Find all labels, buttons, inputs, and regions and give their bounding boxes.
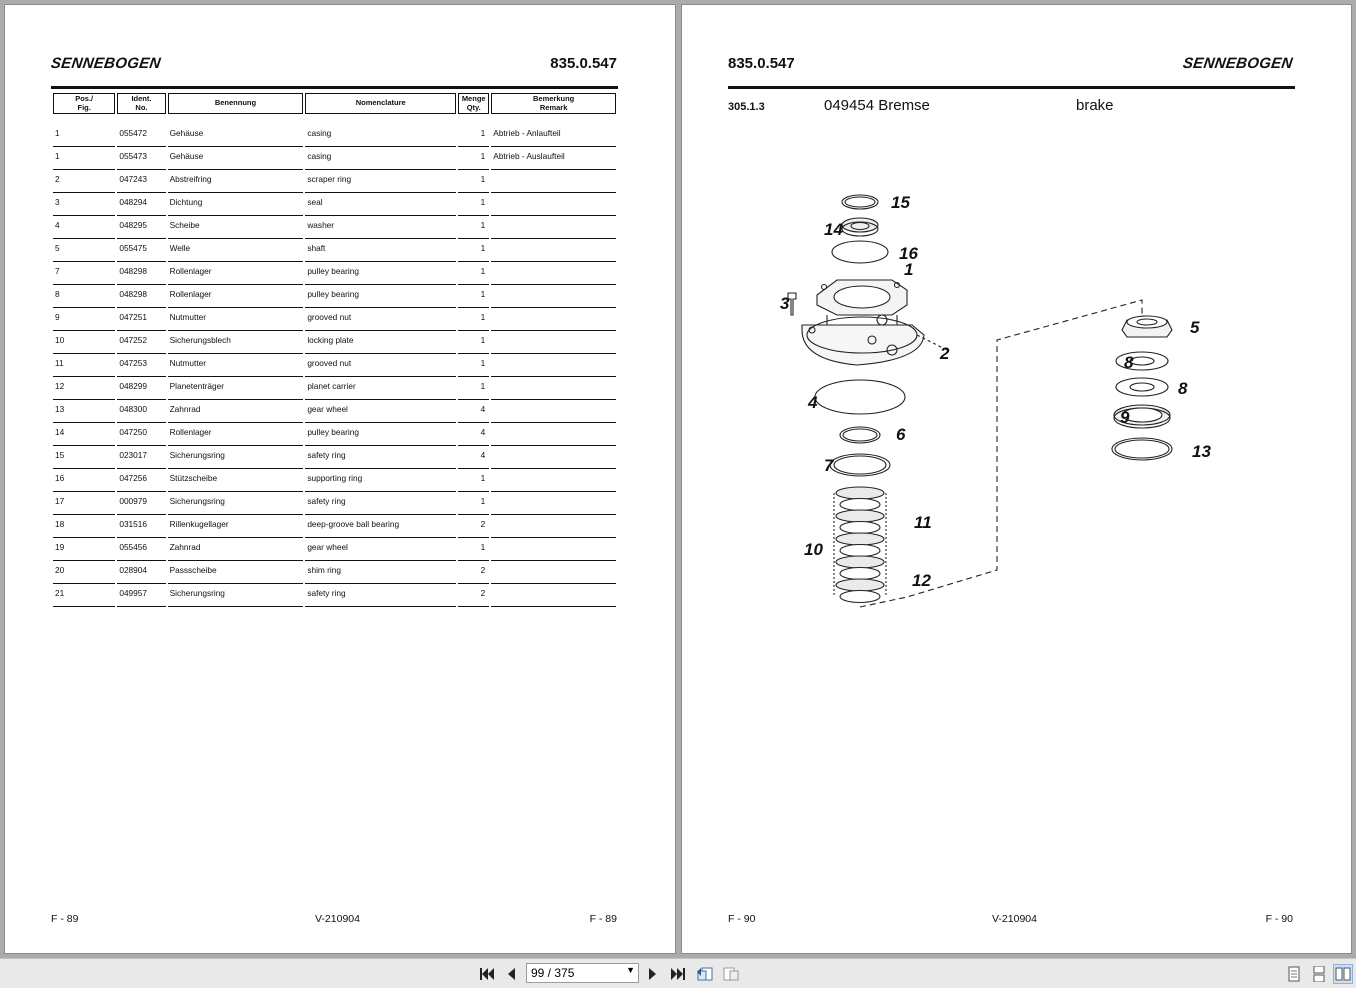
cell-en: pulley bearing bbox=[305, 285, 456, 308]
table-row bbox=[53, 331, 616, 354]
cell-remark bbox=[491, 193, 616, 216]
callout-label: 2 bbox=[940, 344, 950, 363]
cell-pos: 17 bbox=[53, 492, 115, 515]
cell-pos: 3 bbox=[53, 193, 115, 216]
cell-ident: 028904 bbox=[117, 561, 165, 584]
document-number: 835.0.547 bbox=[550, 55, 617, 72]
cell-en: pulley bearing bbox=[305, 262, 456, 285]
cell-ident: 048298 bbox=[117, 262, 165, 285]
table-row bbox=[53, 285, 616, 308]
cell-en: seal bbox=[305, 193, 456, 216]
brake-disc bbox=[840, 545, 880, 557]
callout-label: 4 bbox=[808, 393, 818, 412]
cell-en: safety ring bbox=[305, 492, 456, 515]
cell-qty: 1 bbox=[458, 147, 489, 170]
cell-ident: 023017 bbox=[117, 446, 165, 469]
table-row bbox=[53, 584, 616, 607]
cell-ident: 047253 bbox=[117, 354, 165, 377]
cell-en: deep-groove ball bearing bbox=[305, 515, 456, 538]
forward-view-icon[interactable] bbox=[721, 964, 741, 984]
cell-de: Rillenkugellager bbox=[168, 515, 304, 538]
callout-label: 7 bbox=[824, 456, 834, 475]
cell-ident: 047256 bbox=[117, 469, 165, 492]
cell-de: Gehäuse bbox=[168, 147, 304, 170]
column-header-line: No. bbox=[135, 102, 148, 112]
cell-remark bbox=[491, 354, 616, 377]
cell-pos: 2 bbox=[53, 170, 115, 193]
cell-pos: 16 bbox=[53, 469, 115, 492]
cell-pos: 13 bbox=[53, 400, 115, 423]
column-header-line: Fig. bbox=[77, 102, 91, 112]
callout-label: 9 bbox=[1120, 408, 1130, 427]
continuous-view-icon[interactable] bbox=[1310, 964, 1328, 984]
cell-ident: 047252 bbox=[117, 331, 165, 354]
cell-qty: 2 bbox=[458, 584, 489, 607]
cell-qty: 1 bbox=[458, 262, 489, 285]
table-row bbox=[53, 515, 616, 538]
callout-label: 8 bbox=[1178, 379, 1188, 398]
cell-qty: 1 bbox=[458, 492, 489, 515]
cell-pos: 4 bbox=[53, 216, 115, 239]
cell-en: planet carrier bbox=[305, 377, 456, 400]
cell-remark bbox=[491, 492, 616, 515]
cell-en: safety ring bbox=[305, 446, 456, 469]
cell-qty: 1 bbox=[458, 216, 489, 239]
cell-qty: 1 bbox=[458, 377, 489, 400]
cell-de: Rollenlager bbox=[168, 262, 304, 285]
two-page-view-icon[interactable] bbox=[1333, 964, 1353, 984]
cell-pos: 12 bbox=[53, 377, 115, 400]
cell-de: Abstreifring bbox=[168, 170, 304, 193]
cell-de: Dichtung bbox=[168, 193, 304, 216]
cell-remark bbox=[491, 331, 616, 354]
last-page-icon[interactable] bbox=[669, 964, 687, 984]
header-rule bbox=[51, 86, 618, 89]
cell-remark bbox=[491, 400, 616, 423]
table-row bbox=[53, 262, 616, 285]
table-header-row bbox=[53, 93, 616, 114]
brake-exploded-diagram bbox=[772, 175, 1232, 615]
brake-disc bbox=[840, 568, 880, 580]
cell-remark: Abtrieb - Anlaufteil bbox=[491, 124, 616, 147]
cell-pos: 18 bbox=[53, 515, 115, 538]
cell-pos: 1 bbox=[53, 124, 115, 147]
cell-en: pulley bearing bbox=[305, 423, 456, 446]
footer-right: F - 89 bbox=[589, 913, 617, 925]
cell-ident: 049957 bbox=[117, 584, 165, 607]
section-title-en: brake bbox=[1076, 97, 1114, 114]
cell-pos: 21 bbox=[53, 584, 115, 607]
table-row bbox=[53, 193, 616, 216]
cell-ident: 055475 bbox=[117, 239, 165, 262]
footer-left: F - 90 bbox=[728, 913, 756, 925]
table-row bbox=[53, 538, 616, 561]
table-row bbox=[53, 170, 616, 193]
cell-en: casing bbox=[305, 124, 456, 147]
cell-de: Nutmutter bbox=[168, 308, 304, 331]
cell-ident: 047251 bbox=[117, 308, 165, 331]
cell-de: Planetenträger bbox=[168, 377, 304, 400]
cell-de: Zahnrad bbox=[168, 538, 304, 561]
cell-de: Gehäuse bbox=[168, 124, 304, 147]
cell-pos: 7 bbox=[53, 262, 115, 285]
sennebogen-logo: SENNEBOGEN bbox=[49, 55, 162, 72]
cell-de: Sicherungsblech bbox=[168, 331, 304, 354]
brake-disc bbox=[840, 522, 880, 534]
cell-en: grooved nut bbox=[305, 308, 456, 331]
cell-de: Nutmutter bbox=[168, 354, 304, 377]
cell-ident: 048299 bbox=[117, 377, 165, 400]
table-row bbox=[53, 469, 616, 492]
cell-qty: 4 bbox=[458, 423, 489, 446]
cell-en: gear wheel bbox=[305, 400, 456, 423]
section-title-de: 049454 Bremse bbox=[824, 97, 930, 114]
column-header-line: Remark bbox=[539, 102, 568, 112]
cell-en: supporting ring bbox=[305, 469, 456, 492]
cell-de: Welle bbox=[168, 239, 304, 262]
brake-disc bbox=[840, 591, 880, 603]
cell-ident: 048295 bbox=[117, 216, 165, 239]
column-header bbox=[168, 93, 304, 114]
cell-qty: 1 bbox=[458, 308, 489, 331]
back-view-icon[interactable] bbox=[695, 964, 715, 984]
table-row bbox=[53, 446, 616, 469]
cell-de: Sicherungsring bbox=[168, 584, 304, 607]
cell-en: locking plate bbox=[305, 331, 456, 354]
column-header bbox=[491, 93, 616, 114]
cell-qty: 1 bbox=[458, 193, 489, 216]
table-row bbox=[53, 239, 616, 262]
cell-remark bbox=[491, 262, 616, 285]
header-rule bbox=[728, 86, 1295, 89]
table-row bbox=[53, 561, 616, 584]
cell-pos: 14 bbox=[53, 423, 115, 446]
table-row bbox=[53, 308, 616, 331]
column-header bbox=[117, 93, 165, 114]
cell-qty: 4 bbox=[458, 446, 489, 469]
callout-label: 1 bbox=[904, 260, 914, 279]
cell-pos: 1 bbox=[53, 147, 115, 170]
cell-remark bbox=[491, 285, 616, 308]
page-number-input[interactable] bbox=[526, 963, 639, 983]
cell-remark bbox=[491, 170, 616, 193]
cell-ident: 047250 bbox=[117, 423, 165, 446]
sennebogen-logo: SENNEBOGEN bbox=[1182, 55, 1295, 72]
footer-center: V-210904 bbox=[315, 913, 360, 925]
cell-qty: 1 bbox=[458, 239, 489, 262]
cell-pos: 9 bbox=[53, 308, 115, 331]
cell-en: casing bbox=[305, 147, 456, 170]
cell-remark bbox=[491, 423, 616, 446]
cell-ident: 000979 bbox=[117, 492, 165, 515]
callout-label: 5 bbox=[1190, 318, 1200, 337]
page-indicator: 99 / 375 bbox=[531, 966, 575, 980]
document-number: 835.0.547 bbox=[728, 55, 795, 72]
cell-de: Rollenlager bbox=[168, 423, 304, 446]
cell-ident: 055473 bbox=[117, 147, 165, 170]
table-row bbox=[53, 147, 616, 170]
cell-qty: 1 bbox=[458, 331, 489, 354]
cell-en: grooved nut bbox=[305, 354, 456, 377]
cell-de: Zahnrad bbox=[168, 400, 304, 423]
cell-remark bbox=[491, 239, 616, 262]
cell-en: washer bbox=[305, 216, 456, 239]
cell-ident: 048294 bbox=[117, 193, 165, 216]
brake-disc bbox=[836, 510, 884, 522]
left-page bbox=[4, 4, 676, 954]
table-row bbox=[53, 400, 616, 423]
section-number: 305.1.3 bbox=[728, 101, 765, 113]
cell-ident: 055456 bbox=[117, 538, 165, 561]
column-header bbox=[458, 93, 489, 114]
table-row bbox=[53, 354, 616, 377]
column-header-line: Menge bbox=[461, 94, 486, 103]
cell-pos: 8 bbox=[53, 285, 115, 308]
cell-ident: 048300 bbox=[117, 400, 165, 423]
table-row bbox=[53, 492, 616, 515]
cell-pos: 15 bbox=[53, 446, 115, 469]
cell-de: Stützscheibe bbox=[168, 469, 304, 492]
cell-pos: 20 bbox=[53, 561, 115, 584]
callout-label: 14 bbox=[824, 220, 843, 239]
cell-ident: 031516 bbox=[117, 515, 165, 538]
cell-qty: 1 bbox=[458, 124, 489, 147]
cell-qty: 1 bbox=[458, 170, 489, 193]
column-header-line: Nomenclature bbox=[355, 98, 406, 108]
callout-label: 13 bbox=[1192, 442, 1211, 461]
cell-pos: 11 bbox=[53, 354, 115, 377]
parts-table bbox=[51, 93, 618, 607]
cell-en: gear wheel bbox=[305, 538, 456, 561]
cell-de: Passscheibe bbox=[168, 561, 304, 584]
cell-pos: 10 bbox=[53, 331, 115, 354]
table-row bbox=[53, 216, 616, 239]
cell-de: Scheibe bbox=[168, 216, 304, 239]
cell-de: Sicherungsring bbox=[168, 446, 304, 469]
callout-label: 8 bbox=[1124, 353, 1134, 372]
cell-remark: Abtrieb - Auslaufteil bbox=[491, 147, 616, 170]
right-page bbox=[681, 4, 1352, 954]
cell-remark bbox=[491, 308, 616, 331]
brake-disc bbox=[836, 487, 884, 499]
cell-ident: 055472 bbox=[117, 124, 165, 147]
viewer-toolbar bbox=[0, 958, 1356, 988]
cell-en: shaft bbox=[305, 239, 456, 262]
brake-disc bbox=[836, 579, 884, 591]
cell-de: Sicherungsring bbox=[168, 492, 304, 515]
table-row bbox=[53, 124, 616, 147]
cell-qty: 2 bbox=[458, 515, 489, 538]
column-header-line: Ident. bbox=[131, 94, 152, 103]
footer-center: V-210904 bbox=[992, 913, 1037, 925]
cell-remark bbox=[491, 561, 616, 584]
cell-ident: 048298 bbox=[117, 285, 165, 308]
cell-qty: 1 bbox=[458, 538, 489, 561]
footer-right: F - 90 bbox=[1265, 913, 1293, 925]
table-row bbox=[53, 377, 616, 400]
cell-qty: 2 bbox=[458, 561, 489, 584]
cell-qty: 4 bbox=[458, 400, 489, 423]
cell-qty: 1 bbox=[458, 469, 489, 492]
cell-qty: 1 bbox=[458, 354, 489, 377]
cell-en: shim ring bbox=[305, 561, 456, 584]
callout-label: 12 bbox=[912, 571, 931, 590]
callout-label: 10 bbox=[804, 540, 823, 559]
cell-de: Rollenlager bbox=[168, 285, 304, 308]
footer-left: F - 89 bbox=[51, 913, 79, 925]
cell-en: scraper ring bbox=[305, 170, 456, 193]
cell-remark bbox=[491, 216, 616, 239]
column-header-line: Qty. bbox=[466, 102, 481, 112]
cell-remark bbox=[491, 515, 616, 538]
column-header bbox=[53, 93, 115, 114]
callout-label: 15 bbox=[891, 193, 910, 212]
cell-remark bbox=[491, 538, 616, 561]
cell-pos: 19 bbox=[53, 538, 115, 561]
cell-remark bbox=[491, 377, 616, 400]
cell-ident: 047243 bbox=[117, 170, 165, 193]
brake-disc bbox=[836, 556, 884, 568]
cell-remark bbox=[491, 584, 616, 607]
column-header bbox=[305, 93, 456, 114]
column-header-line: Bemerkung bbox=[533, 94, 575, 103]
cell-qty: 1 bbox=[458, 285, 489, 308]
next-page-icon[interactable] bbox=[645, 964, 661, 984]
callout-label: 11 bbox=[914, 513, 932, 532]
cell-remark bbox=[491, 469, 616, 492]
prev-page-icon[interactable] bbox=[503, 964, 519, 984]
table-row bbox=[53, 423, 616, 446]
callout-label: 3 bbox=[780, 294, 790, 313]
cell-en: safety ring bbox=[305, 584, 456, 607]
brake-disc bbox=[836, 533, 884, 545]
cell-remark bbox=[491, 446, 616, 469]
single-page-view-icon[interactable] bbox=[1285, 964, 1303, 984]
chevron-down-icon[interactable]: ▼ bbox=[626, 965, 635, 975]
callout-label: 16 bbox=[899, 244, 918, 263]
cell-pos: 5 bbox=[53, 239, 115, 262]
brake-disc bbox=[840, 499, 880, 511]
column-header-line: Pos./ bbox=[75, 94, 94, 103]
callout-label: 6 bbox=[896, 425, 906, 444]
first-page-icon[interactable] bbox=[478, 964, 496, 984]
column-header-line: Benennung bbox=[214, 98, 257, 108]
